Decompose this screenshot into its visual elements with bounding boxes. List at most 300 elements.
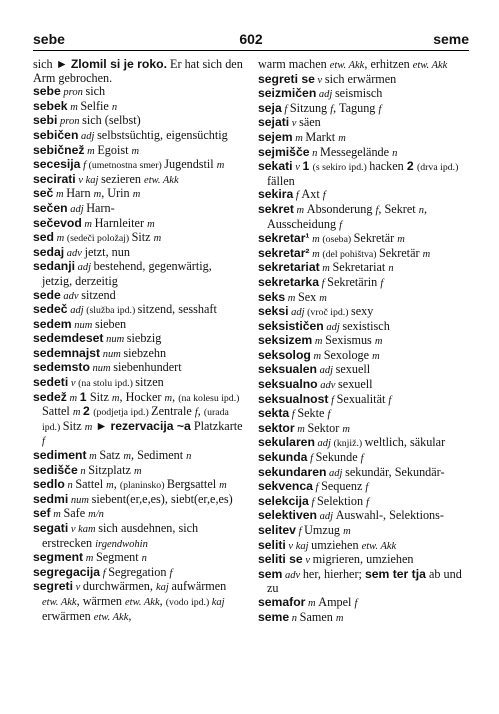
grammar-label: m (86, 451, 100, 463)
translation: seismisch (334, 86, 383, 101)
headword: sejmišče (258, 144, 310, 159)
headword: seksualno (258, 377, 318, 392)
dictionary-entry (33, 551, 244, 566)
grammar-label: m (342, 423, 350, 435)
translation: Sitzung (289, 100, 331, 115)
grammar-label: f (289, 409, 298, 421)
grammar-label: f (339, 219, 343, 231)
translation: , (113, 477, 120, 492)
grammar-label: v (314, 74, 325, 86)
grammar-label: n (111, 101, 118, 113)
header-rule (33, 50, 469, 51)
translation: Sektor (307, 420, 343, 435)
translation: sich (85, 84, 106, 99)
grammar-label: f (319, 277, 328, 289)
grammar-label: adj (316, 511, 336, 523)
grammar-label: irgendwohin (95, 538, 148, 550)
dictionary-entry (33, 100, 244, 115)
translation: Er hat sich den Arm gebrochen. (33, 57, 243, 85)
headword: seksizem (258, 333, 313, 348)
dictionary-entry (258, 247, 469, 262)
translation: Markt (305, 129, 339, 144)
headword: sekretar¹ (258, 231, 310, 246)
headword: sebi (33, 113, 58, 128)
grammar-label: m/n (88, 509, 104, 521)
usage-note: (služba ipd.) (86, 305, 138, 317)
translation: Absonderung (306, 201, 376, 216)
dictionary-entry (33, 507, 244, 522)
translation: Sexologe (323, 347, 373, 362)
headword: segregacija (33, 564, 101, 579)
dictionary-entry (258, 378, 469, 393)
dictionary-entry (33, 114, 244, 129)
dictionary-entry (33, 361, 244, 376)
translation: Sattel (75, 477, 107, 492)
translation: sexy (350, 304, 374, 319)
grammar-label: m (292, 132, 306, 144)
headword: 2 (83, 404, 94, 419)
grammar-label: adv (317, 380, 339, 392)
usage-note: (oseba) (322, 234, 354, 246)
grammar-label: f (366, 496, 370, 508)
grammar-label: m (131, 145, 140, 157)
headword: sedišče (33, 462, 78, 477)
dictionary-entry (258, 553, 469, 568)
grammar-label: f (308, 496, 317, 508)
grammar-label: adj (326, 467, 346, 479)
translation: sich (selbst) (82, 113, 141, 128)
headword: 2 (406, 159, 417, 174)
grammar-label: m (53, 189, 67, 201)
grammar-label: n (186, 451, 192, 463)
grammar-label: num (100, 348, 124, 360)
grammar-label: adj (75, 262, 94, 274)
headword: sedemnajst (33, 345, 101, 360)
grammar-label: m (66, 392, 80, 404)
grammar-label: v kaj (75, 174, 102, 186)
grammar-label: f (194, 407, 198, 419)
grammar-label: adj (288, 307, 308, 319)
grammar-label: m (372, 350, 380, 362)
headword: selitev (258, 523, 296, 537)
grammar-label: f (375, 204, 379, 216)
translation: Bergsattel (166, 477, 220, 492)
headword: selekcija (258, 493, 309, 508)
grammar-label: f (378, 103, 382, 115)
grammar-label: v kam (68, 524, 99, 535)
translation: siebenhundert (113, 360, 182, 375)
usage-note: (s sekiro ipd.) (312, 162, 370, 174)
grammar-label: m (83, 553, 96, 565)
headword: segreti (33, 579, 73, 594)
grammar-label: m (147, 218, 155, 230)
headword: semafor (258, 594, 306, 609)
translation: umziehen (311, 537, 362, 552)
translation: Ampel (318, 594, 355, 609)
translation: Sekretär (378, 245, 423, 260)
grammar-label: etw. Akk (361, 540, 397, 552)
left-column (33, 58, 244, 706)
translation: , Hocker (119, 389, 165, 404)
translation: siebzig (126, 331, 162, 346)
translation: , (159, 593, 166, 608)
grammar-label: f (100, 567, 109, 579)
dictionary-entry (33, 478, 244, 493)
grammar-label: m (312, 336, 326, 348)
translation: fällen (267, 173, 295, 188)
headword: sedaj (33, 244, 65, 259)
grammar-label: f (328, 394, 337, 406)
translation: Samen (299, 609, 336, 624)
headword: segment (33, 550, 84, 565)
translation: ► (92, 418, 111, 433)
headword: sedemdeset (33, 331, 104, 346)
entry-continuation (33, 58, 244, 85)
grammar-label: n (64, 480, 76, 492)
grammar-label: adj (67, 305, 87, 317)
grammar-label: etw. Akk (412, 60, 448, 71)
translation: sexuell (338, 377, 373, 392)
headword: sečevod (33, 215, 82, 230)
dictionary-entry (33, 217, 244, 232)
grammar-label: num (103, 334, 127, 346)
dictionary-entry (258, 188, 469, 203)
translation: aufwärmen (171, 579, 227, 594)
dictionary-entry (258, 436, 469, 451)
headword: rezervacija ~a (110, 418, 191, 433)
translation: Sexualität (336, 391, 389, 406)
headword: sebek (33, 98, 68, 113)
dictionary-entry (33, 332, 244, 347)
headword: sedlo (33, 477, 65, 492)
usage-note: (umetnostna smer) (88, 160, 165, 172)
headword: seksističen (258, 318, 324, 333)
grammar-label: m (84, 145, 98, 157)
translation: Sattel (42, 404, 73, 419)
grammar-label: m (81, 218, 95, 230)
translation: sitzen (135, 375, 164, 390)
headword: sektor (258, 420, 295, 435)
dictionary-entry (33, 303, 244, 318)
translation: migrieren, umziehen (312, 552, 414, 567)
grammar-label: m (305, 597, 319, 609)
grammar-label: v (72, 582, 83, 594)
translation: Auswahl-, Selektions- (335, 508, 444, 523)
translation: sich (33, 57, 56, 71)
grammar-label: m (294, 423, 308, 435)
grammar-label: pron (57, 116, 83, 128)
entry-continuation (258, 58, 469, 73)
grammar-label: m (54, 233, 67, 245)
grammar-label: etw. Akk (93, 611, 129, 623)
headword: sem (258, 566, 283, 581)
translation: Harnleiter (94, 215, 148, 230)
headword: secesija (33, 157, 81, 172)
translation: ab und zu (267, 566, 462, 596)
entry-columns (33, 58, 469, 706)
headword: sekundaren (258, 464, 327, 479)
grammar-label: adj (78, 130, 98, 142)
translation: Sekunde (315, 450, 361, 465)
grammar-label: adv (282, 569, 303, 581)
grammar-label: m (422, 248, 431, 260)
dictionary-entry (258, 407, 469, 422)
dictionary-entry (258, 73, 469, 88)
dictionary-entry (33, 158, 244, 173)
grammar-label: num (71, 319, 95, 331)
headword: sef (33, 506, 51, 521)
dictionary-entry (258, 393, 469, 408)
dictionary-entry (258, 203, 469, 232)
usage-note: (vroč ipd.) (307, 307, 351, 319)
grammar-label: m (374, 336, 383, 348)
grammar-label: m (133, 465, 142, 477)
grammar-label: m (310, 350, 324, 362)
grammar-label: adv (60, 290, 82, 302)
dictionary-entry (258, 568, 469, 596)
grammar-label: m (309, 234, 323, 246)
dictionary-entry (258, 291, 469, 306)
translation: sich ausdehnen, sich erstrecken (42, 521, 199, 550)
grammar-label: v kaj (285, 540, 312, 552)
dictionary-entry (258, 495, 469, 510)
grammar-label: f (293, 190, 302, 202)
translation: , wärmen (76, 593, 126, 608)
translation: hacken (369, 159, 407, 174)
grammar-label: f (169, 567, 173, 579)
dictionary-entry (258, 232, 469, 247)
grammar-label: f (354, 597, 358, 609)
translation: Sitz (131, 230, 154, 245)
translation: , Sekret (378, 201, 419, 216)
headword: sekretarka (258, 274, 319, 289)
headword: seč (33, 186, 54, 201)
grammar-label: m (84, 421, 93, 433)
grammar-label: m (93, 189, 102, 201)
translation: her, hierher; (302, 566, 365, 581)
grammar-label: m (50, 509, 64, 521)
headword: seme (258, 609, 290, 624)
translation: , erhitzen (364, 57, 413, 71)
translation: , (197, 404, 204, 419)
headword: sekvenca (258, 479, 313, 494)
dictionary-entry (33, 202, 244, 217)
dictionary-entry (33, 231, 244, 246)
dictionary-entry (258, 363, 469, 378)
usage-note: (podjetja ipd.) (93, 407, 152, 419)
translation: jetzt, nun (84, 244, 130, 259)
grammar-label: adv (64, 247, 85, 259)
dictionary-entry (258, 611, 469, 626)
grammar-label: pron (60, 87, 86, 99)
grammar-label: m (164, 392, 173, 404)
headword: sebičnež (33, 142, 85, 157)
usage-note: (urada ipd.) (42, 407, 229, 433)
grammar-label: num (89, 363, 114, 375)
usage-note: (vodo ipd.) (165, 596, 212, 608)
dictionary-entry (33, 580, 244, 624)
translation: Segregation (108, 564, 170, 579)
dictionary-entry (33, 289, 244, 304)
translation: Segment (95, 550, 142, 565)
translation: weltlich, säkular (364, 435, 446, 450)
headword: segreti se (258, 71, 315, 86)
grammar-label: n (141, 553, 147, 565)
headword: selektiven (258, 508, 317, 523)
grammar-label: v (68, 378, 79, 390)
headword: seks (258, 289, 286, 304)
grammar-label: m (309, 248, 323, 260)
translation: sitzend, sesshaft (137, 302, 217, 317)
headword: segati (33, 521, 69, 535)
translation: Platzkarte (190, 418, 243, 433)
headword: sed (33, 230, 55, 245)
grammar-label: kaj (156, 582, 172, 594)
grammar-label: m (338, 132, 346, 144)
grammar-label: m (72, 407, 84, 419)
dictionary-entry (258, 261, 469, 276)
headword: secirati (33, 171, 76, 186)
dictionary-entry (258, 160, 469, 188)
headword: seksualnost (258, 391, 329, 406)
translation: Harn (66, 186, 94, 201)
translation: Sitzplatz (88, 462, 134, 477)
dictionary-entry (258, 87, 469, 102)
grammar-label: f (80, 160, 89, 172)
dictionary-entry (258, 349, 469, 364)
translation: warm machen (258, 57, 330, 71)
translation: bestehend, gegenwärtig, jetzig, derzeitig (42, 259, 212, 288)
headword: seja (258, 100, 282, 115)
translation: Axt (301, 187, 323, 202)
dictionary-entry (258, 320, 469, 335)
grammar-label: m (343, 526, 351, 537)
dictionary-entry (258, 116, 469, 131)
translation: Selfie (80, 98, 112, 113)
dictionary-entry (33, 347, 244, 362)
headword: seksualen (258, 362, 317, 377)
translation: sitzend (81, 287, 116, 302)
translation: , Tagung (333, 100, 379, 115)
translation: erwärmen (42, 608, 94, 623)
translation: sezieren (101, 171, 145, 186)
grammar-label: f (380, 277, 384, 289)
grammar-label: m (132, 189, 141, 201)
usage-note: (knjiž.) (333, 438, 365, 450)
translation: selbstsüchtig, eigensüchtig (97, 127, 228, 142)
headword: sedeti (33, 375, 69, 390)
grammar-label: m (319, 263, 333, 275)
headword: sekularen (258, 435, 315, 450)
dictionary-entry (258, 334, 469, 349)
translation: , Urin (101, 186, 133, 201)
grammar-label: adj (67, 203, 87, 215)
dictionary-entry (258, 276, 469, 291)
first-headword-guide: sebe (33, 31, 65, 47)
headword: sediment (33, 448, 87, 463)
grammar-label: f (365, 482, 369, 494)
headword: sebičen (33, 127, 79, 142)
translation: Sitz (62, 418, 85, 433)
dictionary-entry (258, 305, 469, 320)
headword: sekira (258, 187, 294, 202)
headword: sejati (258, 115, 290, 130)
grammar-label: v (292, 162, 303, 174)
translation: sich erwärmen (324, 71, 397, 86)
dictionary-entry (258, 451, 469, 466)
headword: sede (33, 287, 61, 302)
dictionary-entry (258, 596, 469, 611)
grammar-label: f (295, 526, 305, 537)
dictionary-entry (33, 449, 244, 464)
headword: sekati (258, 159, 293, 174)
translation: sieben (94, 316, 127, 331)
grammar-label: m (106, 480, 114, 492)
translation: Harn- (86, 200, 115, 215)
dictionary-entry (33, 246, 244, 261)
headword: sedež (33, 389, 67, 404)
headword: Zlomil si je roko. (70, 57, 167, 71)
headword: sekret (258, 201, 294, 216)
usage-note: (drva ipd.) (417, 162, 459, 174)
grammar-label: f (327, 409, 331, 421)
grammar-label: etw. Akk (125, 596, 160, 608)
headword: sebe (33, 84, 61, 99)
translation: Selektion (317, 493, 367, 508)
translation: , Sediment (130, 448, 187, 463)
grammar-label: m (319, 292, 327, 304)
headword: 1 (79, 389, 90, 404)
grammar-label: m (111, 392, 120, 404)
grammar-label: f (312, 482, 322, 494)
headword: seliti se (258, 552, 303, 567)
dictionary-entry (258, 131, 469, 146)
headword: sedanji (33, 259, 75, 274)
dictionary-entry (258, 102, 469, 117)
grammar-label: m (219, 480, 227, 492)
grammar-label: n (77, 465, 89, 477)
usage-note: (planinsko) (119, 480, 167, 492)
translation: siebzehn (123, 345, 167, 360)
headword: sedeč (33, 302, 68, 317)
headword: sejem (258, 129, 293, 144)
grammar-label: f (388, 394, 392, 406)
headword: 1 (302, 159, 313, 174)
grammar-label: m (153, 233, 162, 245)
translation: Sequenz (321, 479, 366, 494)
translation: , Ausscheidung (267, 201, 427, 231)
translation: durchwärmen, (82, 579, 156, 594)
dictionary-entry (33, 187, 244, 202)
dictionary-entry (33, 522, 244, 551)
grammar-label: n (388, 263, 394, 275)
translation: Sex (297, 289, 320, 304)
grammar-label: f (322, 190, 326, 202)
headword: sečen (33, 200, 68, 215)
translation: Jugendstil (164, 157, 217, 172)
grammar-label: v (289, 118, 300, 130)
grammar-label: adj (316, 89, 335, 101)
headword: seliti (258, 537, 286, 552)
grammar-label: f (307, 453, 316, 465)
translation: , (172, 389, 179, 404)
headword: sedemsto (33, 360, 90, 375)
translation: säen (299, 115, 321, 130)
translation: sexistisch (342, 318, 390, 333)
translation: sexuell (335, 362, 371, 377)
translation: Sekretär (353, 231, 398, 246)
headword: sedem (33, 316, 72, 331)
